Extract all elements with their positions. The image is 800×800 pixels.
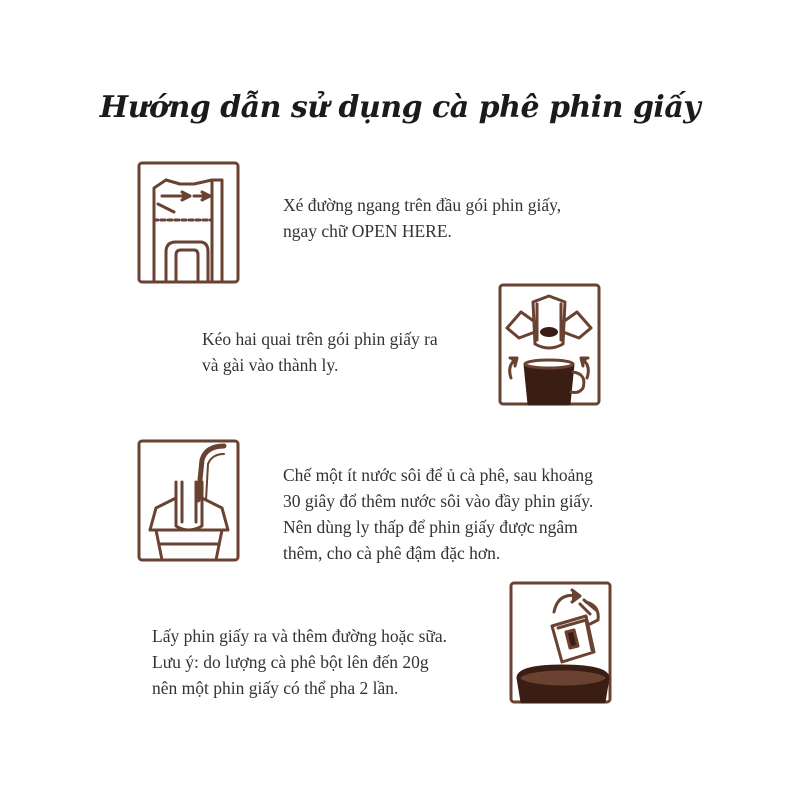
step-2-text: Kéo hai quai trên gói phin giấy ra và gài vào thành ly.: [202, 329, 438, 375]
tear-packet-icon: [136, 160, 241, 285]
step-1-text: Xé đường ngang trên đầu gói phin giấy, ngay chữ OPEN HERE.: [283, 195, 562, 241]
step-3-text: Chế một ít nước sôi để ủ cà phê, sau khoảng 30 giây đổ thêm nước sôi vào đầy phin giấy. Nên dùng ly thấp để phin giấy được ngâm thêm, cho cà phê đậm đặc hơn.: [283, 465, 594, 563]
remove-filter-icon: [508, 580, 613, 705]
hang-filter-on-cup-icon: [497, 282, 602, 407]
step-4-text: Lấy phin giấy ra và thêm đường hoặc sữa. Lưu ý: do lượng cà phê bột lên đến 20g nên một phin giấy có thể pha 2 lần.: [152, 626, 448, 698]
pour-water-icon: [136, 438, 241, 563]
page-title: Hướng dẫn sử dụng cà phê phin giấy: [99, 90, 701, 125]
